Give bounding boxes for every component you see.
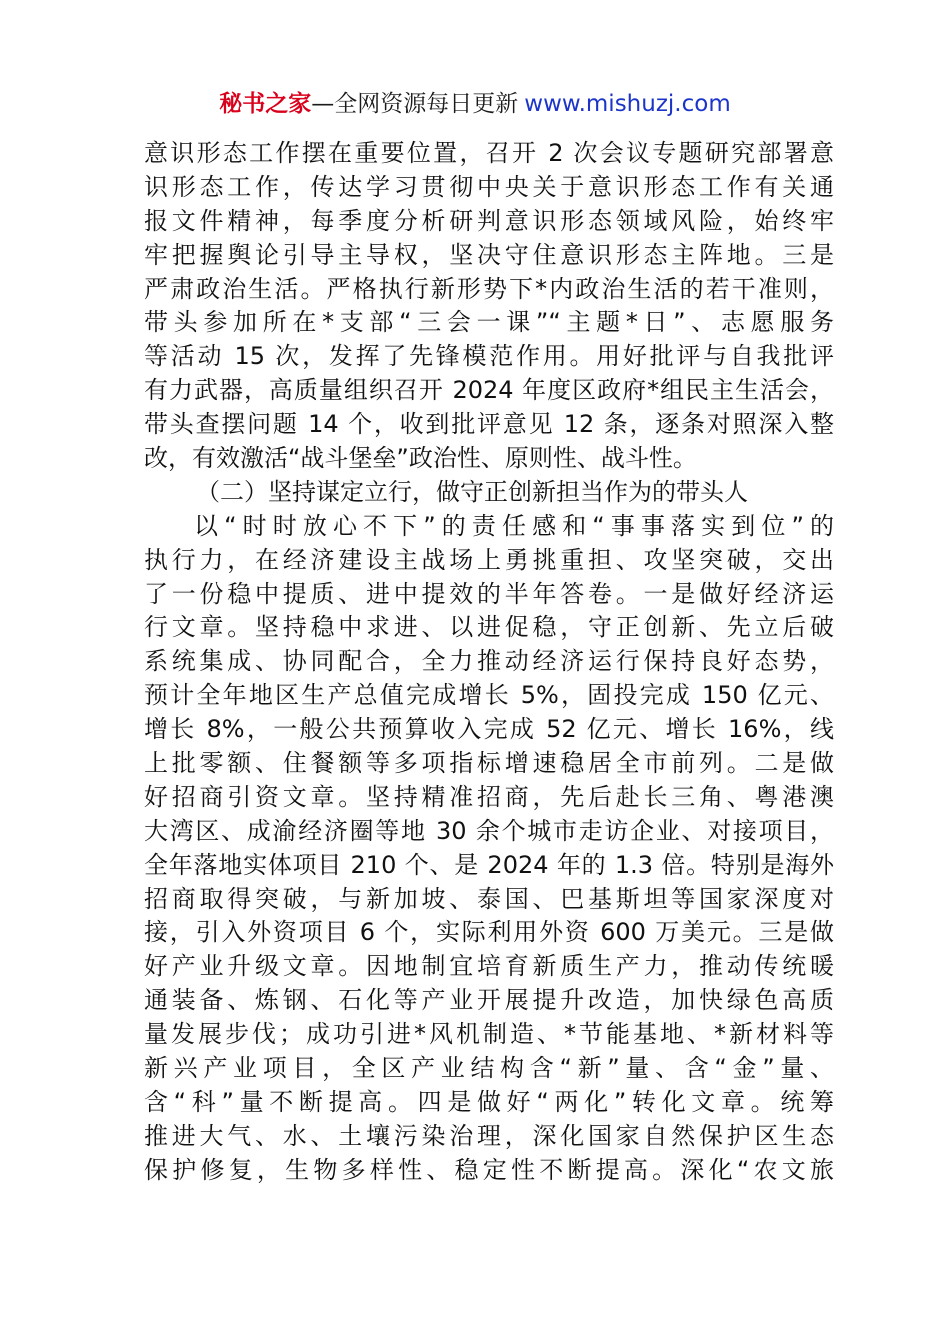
text-line: 系统集成、协同配合，全力推动经济运行保持良好态势， bbox=[144, 647, 834, 676]
text-line: 带头参加所在*支部“三会一课”“主题*日”、志愿服务 bbox=[144, 308, 834, 337]
text-line: 保护修复，生物多样性、稳定性不断提高。深化“农文旅 bbox=[144, 1155, 834, 1184]
text-line: 招商取得突破，与新加坡、泰国、巴基斯坦等国家深度对 bbox=[144, 884, 834, 913]
text-line: 增长 8%，一般公共预算收入完成 52 亿元、增长 16%，线 bbox=[144, 715, 834, 744]
text-line: 接，引入外资项目 6 个，实际利用外资 600 万美元。三是做 bbox=[144, 918, 834, 947]
text-line: 新兴产业项目，全区产业结构含“新”量、含“金”量、 bbox=[144, 1054, 834, 1083]
text-line: 预计全年地区生产总值完成增长 5%，固投完成 150 亿元、 bbox=[144, 681, 834, 710]
text-line: 改，有效激活“战斗堡垒”政治性、原则性、战斗性。 bbox=[144, 444, 697, 473]
text-line: 大湾区、成渝经济圈等地 30 余个城市走访企业、对接项目， bbox=[144, 816, 834, 845]
text-line: 识形态工作，传达学习贯彻中央关于意识形态工作有关通 bbox=[144, 172, 834, 201]
header-dash: — bbox=[311, 91, 335, 117]
text-line: 量发展步伐；成功引进*风机制造、*节能基地、*新材料等 bbox=[144, 1020, 834, 1049]
text-line: 带头查摆问题 14 个，收到批评意见 12 条，逐条对照深入整 bbox=[144, 410, 834, 439]
section-heading: （二）坚持谋定立行，做守正创新担当作为的带头人 bbox=[196, 477, 748, 506]
text-line: 行文章。坚持稳中求进、以进促稳，守正创新、先立后破 bbox=[144, 613, 834, 642]
site-header bbox=[0, 88, 950, 120]
text-line: 全年落地实体项目 210 个、是 2024 年的 1.3 倍。特别是海外 bbox=[144, 850, 834, 879]
text-line: 报文件精神，每季度分析研判意识形态领域风险，始终牢 bbox=[144, 206, 834, 235]
site-slogan: 全网资源每日更新 bbox=[334, 91, 519, 117]
text-line: 意识形态工作摆在重要位置，召开 2 次会议专题研究部署意 bbox=[144, 139, 834, 167]
text-line: 通装备、炼钢、石化等产业开展提升改造，加快绿色高质 bbox=[144, 986, 834, 1015]
site-brand: 秘书之家 bbox=[219, 91, 312, 117]
text-line: 上批零额、住餐额等多项指标增速稳居全市前列。二是做 bbox=[144, 749, 834, 778]
document-body bbox=[144, 137, 834, 1188]
site-url-link[interactable]: www.mishuzj.com bbox=[524, 91, 731, 117]
text-line: 了一份稳中提质、进中提效的半年答卷。一是做好经济运 bbox=[144, 579, 834, 608]
text-line: 有力武器，高质量组织召开 2024 年度区政府*组民主生活会， bbox=[144, 376, 834, 405]
paragraph-first-line: 以“时时放心不下”的责任感和“事事落实到位”的 bbox=[194, 511, 834, 540]
text-line: 好产业升级文章。因地制宜培育新质生产力，推动传统暖 bbox=[144, 952, 834, 981]
text-line: 牢把握舆论引导主导权，坚决守住意识形态主阵地。三是 bbox=[144, 240, 834, 269]
text-line: 好招商引资文章。坚持精准招商，先后赴长三角、粤港澳 bbox=[144, 782, 834, 811]
text-line: 等活动 15 次，发挥了先锋模范作用。用好批评与自我批评 bbox=[144, 342, 834, 371]
text-line: 执行力，在经济建设主战场上勇挑重担、攻坚突破，交出 bbox=[144, 545, 834, 574]
text-line: 推进大气、水、土壤污染治理，深化国家自然保护区生态 bbox=[144, 1121, 834, 1150]
text-line: 严肃政治生活。严格执行新形势下*内政治生活的若干准则， bbox=[144, 274, 834, 303]
text-line: 含“科”量不断提高。四是做好“两化”转化文章。统筹 bbox=[144, 1087, 834, 1116]
